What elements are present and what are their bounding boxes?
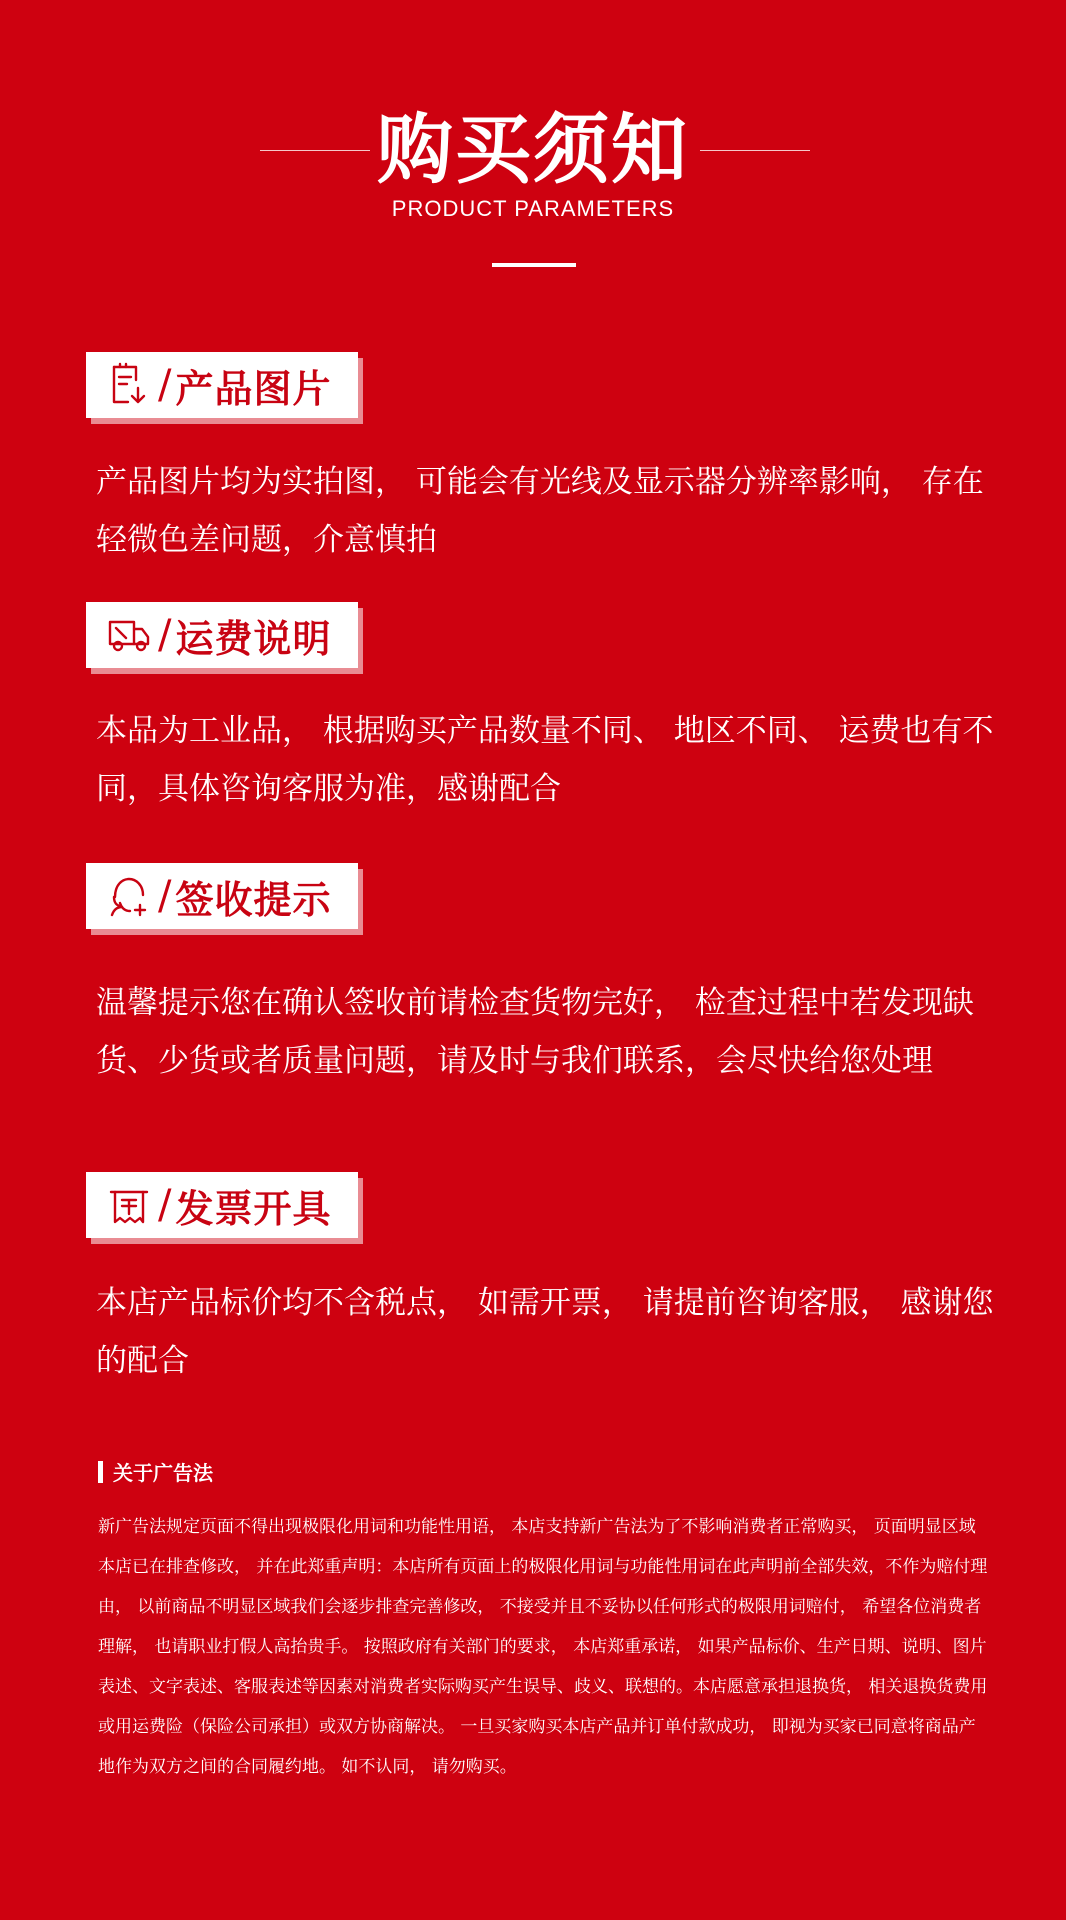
badge-slash: / xyxy=(158,612,172,658)
badge-slash: / xyxy=(158,362,172,408)
section-label-delivery-receipt: 签收提示 xyxy=(175,877,332,922)
badge-slash: / xyxy=(158,873,172,919)
section-badge-product-images xyxy=(86,352,358,418)
section-label-shipping: 运费说明 xyxy=(175,616,332,661)
section-body-delivery-receipt: 温馨提示您在确认签收前请检查货物完好， 检查过程中若发现缺货、少货或者质量问题，请及时与我们联系，会尽快给您处理 xyxy=(96,985,974,1079)
badge-slash: / xyxy=(158,1182,172,1228)
section-body-invoice: 本店产品标价均不含税点， 如需开票， 请提前咨询客服， 感谢您的配合 xyxy=(96,1285,994,1379)
law-section-title xyxy=(98,1457,213,1486)
title-accent-bar xyxy=(98,1461,103,1483)
delivery-truck-icon xyxy=(104,610,154,660)
law-section-body: 新广告法规定页面不得出现极限化用词和功能性用语， 本店支持新广告法为了不影响消费者正常购买， 页面明显区域本店已在排查修改， 并在此郑重声明：本店所有页面上的极限化用词与功能性用词在此声明前全部失效，不作为赔付理由， 以前商品不明显区域我们会逐步排查完善修改， 不接受并且不妥协以任何形式的极限用词赔付， 希望各位消费者理解， 也请职业打假人高抬贵手。 按照政府有关部门的要求， 本店郑重承诺， 如果产品标价、生产日期、说明、图片表述、文字表述、客服表述等因素对消费者实际购买产生误导、歧义、联想的。本店愿意承担退换货， 相关退换货费用或用运费险（保险公司承担）或双方协商解决。 一旦买家购买本店产品并订单付款成功， 即视为买家已同意将商品产地作为双方之间的合同履约地。 如不认同， 请勿购买。 xyxy=(98,1517,988,1777)
invoice-icon xyxy=(104,1180,154,1230)
section-badge-shipping xyxy=(86,602,358,668)
section-label-invoice: 发票开具 xyxy=(175,1186,332,1231)
section-body-product-images: 产品图片均为实拍图， 可能会有光线及显示器分辨率影响， 存在轻微色差问题，介意慎拍 xyxy=(96,464,984,558)
page-title: 购买须知 xyxy=(377,105,689,194)
section-badge-invoice xyxy=(86,1172,358,1238)
title-underline xyxy=(492,263,576,267)
law-title-text: 关于广告法 xyxy=(113,1461,213,1485)
page-header xyxy=(0,0,1066,280)
section-label-product-images: 产品图片 xyxy=(175,366,332,411)
customer-service-icon xyxy=(104,871,154,921)
section-body-shipping: 本品为工业品， 根据购买产品数量不同、 地区不同、 运费也有不同，具体咨询客服为准，感谢配合 xyxy=(96,713,994,807)
page-subtitle: PRODUCT PARAMETERS xyxy=(391,196,675,221)
section-badge-delivery-receipt xyxy=(86,863,358,929)
clipboard-download-icon xyxy=(104,360,154,410)
